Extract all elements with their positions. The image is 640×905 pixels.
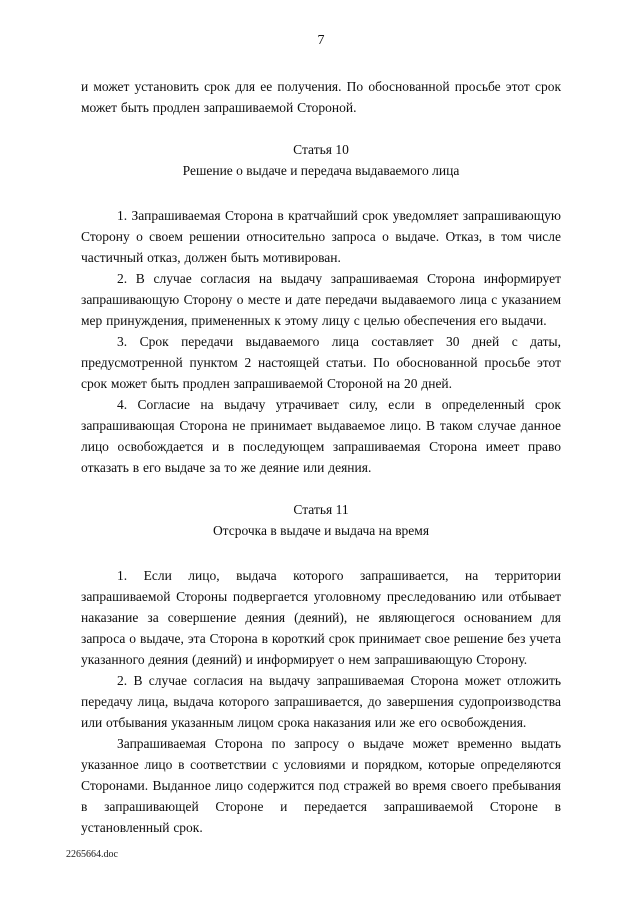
article-11-paragraph-3: Запрашиваемая Сторона по запросу о выдаче может временно выдать указанное лицо в соответствии с условиями и порядком, которые определяются Сторонами. Выданное лицо содержится под стражей во время своего пребывания в запрашивающей Стороне и передается запрашиваемой Стороне в установленный срок. xyxy=(81,736,561,835)
continuation-paragraph: и может установить срок для ее получения. По обоснованной просьбе этот срок может быть продлен запрашиваемой Стороной. xyxy=(81,79,561,115)
article-10-paragraph-2: 2. В случае согласия на выдачу запрашиваемая Сторона информирует запрашивающую Сторону о месте и дате передачи выдаваемого лица с указанием мер принуждения, примененных к этому лицу с целью обеспечения его выдачи. xyxy=(81,271,561,328)
article-11-subtitle: Отсрочка в выдаче и выдача на время xyxy=(212,523,430,538)
article-10-paragraph-3: 3. Срок передачи выдаваемого лица составляет 30 дней с даты, предусмотренной пунктом 2 настоящей статьи. По обоснованной просьбе этот срок может быть продлен запрашиваемой Стороной на 20 дней. xyxy=(81,334,561,391)
article-10-subtitle: Решение о выдаче и передача выдаваемого лица xyxy=(182,163,460,178)
article-11-paragraph-2: 2. В случае согласия на выдачу запрашиваемая Сторона может отложить передачу лица, выдача которого запрашивается, до завершения судопроизводства или отбывания указанным лицом срока наказания или же его освобождения. xyxy=(81,673,561,730)
article-11-section xyxy=(81,499,561,838)
article-11-paragraph-1: 1. Если лицо, выдача которого запрашивается, на территории запрашиваемой Стороны подвергается уголовному преследованию или отбывает наказание за совершение деяния (деяний), не являющегося основанием для запроса о выдаче, эта Сторона в короткий срок принимает свое решение без учета указанного деяния (деяний) и информирует о нем запрашивающую Сторону. xyxy=(81,568,561,667)
article-11-title: Статья 11 xyxy=(293,502,349,517)
article-10-paragraph-1: 1. Запрашиваемая Сторона в кратчайший срок уведомляет запрашивающую Сторону о своем решении относительно запроса о выдаче. Отказ, в том числе частичный отказ, должен быть мотивирован. xyxy=(81,208,561,265)
document-filename: 2265664.doc xyxy=(66,849,118,860)
article-10-section xyxy=(81,139,561,478)
article-10-paragraph-4: 4. Согласие на выдачу утрачивает силу, если в определенный срок запрашивающая Сторона не принимает выдаваемое лицо. В таком случае данное лицо освобождается и в последующем запрашиваемая Сторона имеет право отказать в его выдаче за то же деяние или деяния. xyxy=(81,397,561,475)
page-number: 7 xyxy=(317,33,325,48)
article-10-title: Статья 10 xyxy=(293,142,349,157)
